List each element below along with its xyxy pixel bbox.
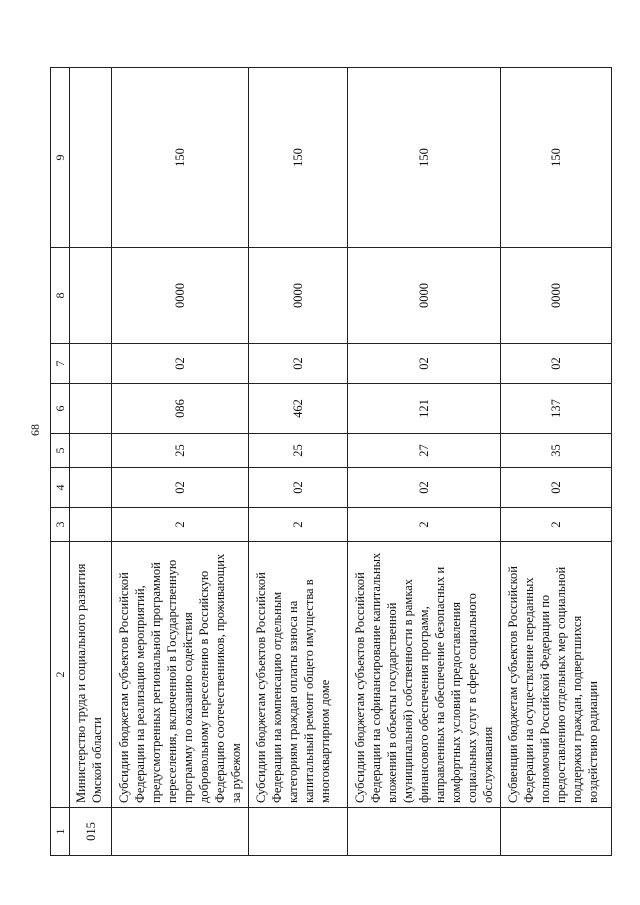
row-cell-7: 02 bbox=[112, 344, 249, 384]
row-cell-9: 150 bbox=[112, 68, 249, 248]
ministry-code: 015 bbox=[70, 808, 112, 856]
row-cell-3: 2 bbox=[348, 508, 501, 542]
row-cell-3: 2 bbox=[112, 508, 249, 542]
row-cell-9: 150 bbox=[501, 68, 612, 248]
row-cell-8: 0000 bbox=[501, 248, 612, 344]
ministry-empty-cell bbox=[70, 434, 112, 468]
row-code-cell bbox=[112, 808, 249, 856]
row-code-cell bbox=[249, 808, 348, 856]
ministry-name: Министерство труда и социального развития Омской области bbox=[70, 542, 112, 808]
row-cell-9: 150 bbox=[249, 68, 348, 248]
ministry-empty-cell bbox=[70, 508, 112, 542]
row-cell-8: 0000 bbox=[249, 248, 348, 344]
table-row bbox=[348, 68, 501, 856]
row-cell-6: 137 bbox=[501, 384, 612, 434]
row-description: Субсидии бюджетам субъектов Российской Федерации на реализацию мероприятий, предусмотренных региональной программой переселения, включенной в Государственную программу по оказанию содействия добровольному переселению в Российскую Федерацию соотечественников, проживающих за рубежом bbox=[112, 542, 249, 808]
table-row bbox=[112, 68, 249, 856]
header-col-2: 2 bbox=[51, 542, 70, 808]
row-cell-5: 27 bbox=[348, 434, 501, 468]
header-col-5: 5 bbox=[51, 434, 70, 468]
ministry-empty-cell bbox=[70, 384, 112, 434]
row-description: Субсидии бюджетам субъектов Российской Федерации на софинансирование капитальных вложений в объекты государственной (муниципальной) собственности в рамках финансового обеспечения программ, направленных на обеспечение безопасных и комфортных условий предоставления социальных услуг в сфере социального обслуживания bbox=[348, 542, 501, 808]
row-cell-4: 02 bbox=[501, 468, 612, 508]
header-col-6: 6 bbox=[51, 384, 70, 434]
row-cell-8: 0000 bbox=[112, 248, 249, 344]
row-cell-4: 02 bbox=[112, 468, 249, 508]
row-cell-5: 25 bbox=[112, 434, 249, 468]
row-cell-6: 086 bbox=[112, 384, 249, 434]
ministry-row bbox=[70, 68, 112, 856]
row-cell-6: 462 bbox=[249, 384, 348, 434]
page-number: 68 bbox=[28, 424, 42, 436]
row-cell-6: 121 bbox=[348, 384, 501, 434]
header-col-9: 9 bbox=[51, 68, 70, 248]
ministry-empty-cell bbox=[70, 468, 112, 508]
row-code-cell bbox=[348, 808, 501, 856]
ministry-empty-cell bbox=[70, 248, 112, 344]
row-description: Субвенции бюджетам субъектов Российской Федерации на осуществление переданных полномочий Российской Федерации по предоставлению отдельных мер социальной поддержки граждан, подвергшихся воздействию радиации bbox=[501, 542, 612, 808]
table-row bbox=[501, 68, 612, 856]
row-cell-9: 150 bbox=[348, 68, 501, 248]
row-cell-4: 02 bbox=[348, 468, 501, 508]
header-row bbox=[51, 68, 70, 856]
row-code-cell bbox=[501, 808, 612, 856]
row-cell-7: 02 bbox=[501, 344, 612, 384]
row-cell-3: 2 bbox=[249, 508, 348, 542]
row-cell-7: 02 bbox=[348, 344, 501, 384]
header-col-7: 7 bbox=[51, 344, 70, 384]
ministry-empty-cell bbox=[70, 344, 112, 384]
row-cell-5: 35 bbox=[501, 434, 612, 468]
ministry-empty-cell bbox=[70, 68, 112, 248]
row-cell-3: 2 bbox=[501, 508, 612, 542]
header-col-3: 3 bbox=[51, 508, 70, 542]
row-description: Субсидии бюджетам субъектов Российской Федерации на компенсацию отдельным категориям граждан оплаты взноса на капитальный ремонт общего имущества в многоквартирном доме bbox=[249, 542, 348, 808]
budget-table bbox=[50, 67, 612, 856]
header-col-8: 8 bbox=[51, 248, 70, 344]
row-cell-5: 25 bbox=[249, 434, 348, 468]
row-cell-8: 0000 bbox=[348, 248, 501, 344]
row-cell-7: 02 bbox=[249, 344, 348, 384]
table-row bbox=[249, 68, 348, 856]
rotated-table-container bbox=[50, 68, 610, 856]
header-col-4: 4 bbox=[51, 468, 70, 508]
header-col-1: 1 bbox=[51, 808, 70, 856]
row-cell-4: 02 bbox=[249, 468, 348, 508]
